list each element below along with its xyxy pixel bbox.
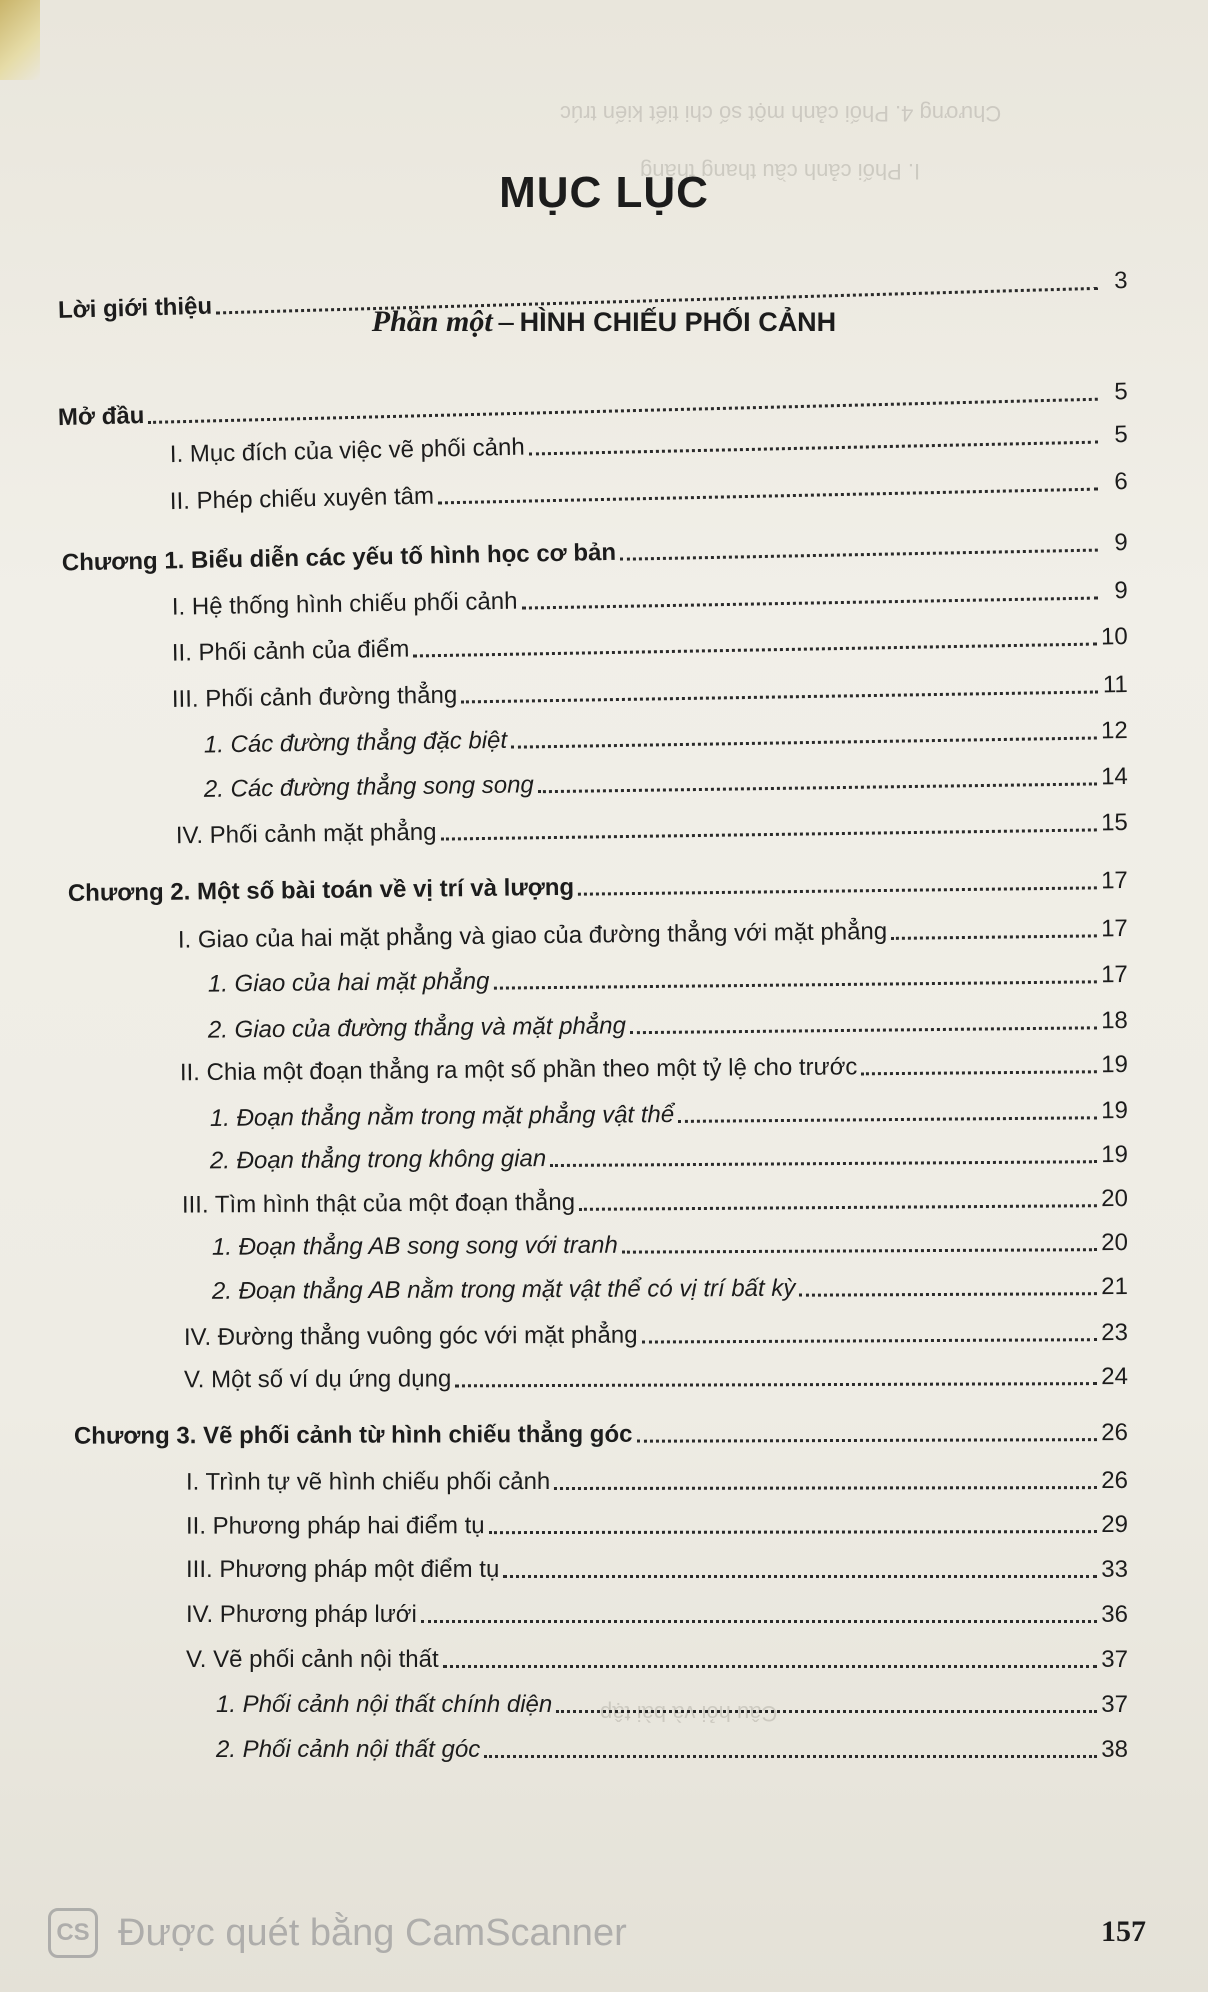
toc-entry [172, 622, 1128, 669]
toc-entry [216, 1690, 1128, 1720]
toc-entry [184, 1362, 1128, 1395]
toc-page-number: 26 [1101, 1467, 1128, 1495]
part-dash: – [498, 305, 514, 338]
leader-dots [630, 1025, 1097, 1034]
part-label: Phần một [371, 305, 493, 338]
toc-entry-title: Chương 1. Biểu diễn các yếu tố hình học cơ bản [61, 538, 617, 577]
toc-entry [208, 960, 1128, 1000]
leader-dots [579, 1203, 1097, 1211]
leader-dots [455, 1381, 1097, 1387]
bleed-through-text: Chương 4. Phối cảnh một số chi tiết kiến trúc [560, 101, 1002, 126]
toc-entry-title: 1. Đoạn thẳng AB song song với tranh [211, 1231, 618, 1261]
toc-page-number: 9 [1114, 529, 1128, 557]
toc-entry [204, 716, 1128, 761]
toc-entry [186, 1510, 1128, 1542]
leader-dots [421, 1619, 1097, 1623]
toc-entry [74, 1418, 1128, 1452]
toc-entry-title: I. Giao của hai mặt phẳng và giao của đường thẳng với mặt phẳng [177, 917, 888, 954]
toc-entry [184, 1318, 1128, 1353]
toc-page-number: 11 [1102, 671, 1128, 699]
toc-entry-title: I. Trình tự vẽ hình chiếu phối cảnh [185, 1468, 551, 1496]
leader-dots [441, 827, 1098, 840]
toc-page-number: 38 [1101, 1736, 1128, 1763]
toc-entry-title: IV. Phối cảnh mặt phẳng [175, 818, 437, 850]
toc-page-number: 24 [1101, 1363, 1128, 1391]
toc-entry [186, 1555, 1128, 1585]
leader-dots [554, 1485, 1097, 1490]
toc-entry [186, 1645, 1128, 1675]
toc-entry-title: Lời giới thiệu [57, 292, 213, 324]
toc-entry-title: II. Phép chiếu xuyên tâm [169, 482, 435, 516]
part-title: HÌNH CHIẾU PHỐI CẢNH [519, 307, 837, 337]
toc-entry-title: 2. Các đường thẳng song song [203, 771, 534, 803]
leader-dots [622, 1247, 1097, 1253]
toc-entry-title: 1. Phối cảnh nội thất chính diện [216, 1691, 553, 1718]
toc-page-number: 19 [1101, 1051, 1128, 1079]
toc-page-number: 17 [1100, 867, 1128, 895]
leader-dots [678, 1115, 1097, 1123]
leader-dots [642, 1337, 1098, 1343]
leader-dots [438, 487, 1098, 505]
toc-entry-title: 1. Các đường thẳng đặc biệt [203, 726, 508, 759]
toc-page-number: 20 [1101, 1229, 1128, 1257]
toc-entry [172, 670, 1128, 715]
toc-entry [212, 1272, 1128, 1307]
watermark-text: Được quét bằng CamScanner [118, 1911, 627, 1954]
toc-entry-title: 1. Giao của hai mặt phẳng [207, 967, 490, 998]
toc-entry [182, 1184, 1128, 1221]
toc-page-number: 15 [1100, 809, 1128, 837]
toc-entry-title: 2. Đoạn thẳng trong không gian [209, 1145, 547, 1175]
toc-entry-title: V. Một số ví dụ ứng dụng [183, 1365, 452, 1394]
toc-entry-title: II. Phối cảnh của điểm [171, 635, 410, 667]
toc-page-number: 17 [1100, 915, 1128, 943]
camscanner-logo: CS [48, 1908, 98, 1958]
toc-entry [216, 1735, 1128, 1765]
toc-entry [176, 808, 1128, 851]
toc-entry-title: Chương 2. Một số bài toán về vị trí và lượng [67, 873, 575, 907]
toc-page-number: 26 [1101, 1419, 1128, 1447]
toc-page-number: 29 [1101, 1511, 1128, 1539]
toc-entry [210, 1140, 1128, 1176]
toc-page-number: 36 [1101, 1601, 1128, 1628]
leader-dots [891, 933, 1097, 940]
leader-dots [550, 1159, 1097, 1167]
toc-entry [178, 914, 1128, 956]
toc-entry [170, 420, 1128, 470]
toc-entry [62, 528, 1128, 578]
leader-dots [529, 440, 1098, 456]
toc-page-number: 18 [1100, 1007, 1128, 1035]
toc-entry [58, 266, 1128, 326]
toc-page-number: 37 [1101, 1646, 1128, 1673]
toc-page-number: 23 [1101, 1319, 1128, 1347]
toc-page-number: 20 [1101, 1185, 1128, 1213]
page-number: 157 [1101, 1915, 1146, 1948]
leader-dots [511, 735, 1097, 748]
toc-entry [212, 1228, 1128, 1263]
leader-dots [413, 642, 1097, 658]
toc-entry-title: I. Hệ thống hình chiếu phối cảnh [171, 587, 518, 621]
toc-entry [208, 1006, 1128, 1046]
toc-entry-title: II. Chia một đoạn thẳng ra một số phần theo một tỷ lệ cho trước [179, 1053, 858, 1087]
toc-entry [210, 1096, 1128, 1134]
toc-page-number: 21 [1101, 1273, 1128, 1301]
leader-dots [578, 885, 1097, 895]
leader-dots [556, 1709, 1097, 1713]
toc-entry-title: Mở đầu [57, 402, 145, 432]
leader-dots [521, 596, 1097, 610]
leader-dots [636, 1437, 1097, 1443]
leader-dots [799, 1291, 1097, 1297]
toc-entry [172, 576, 1128, 623]
leader-dots [489, 1529, 1098, 1534]
page-title: MỤC LỤC [499, 168, 709, 217]
leader-dots [443, 1664, 1098, 1668]
toc-entry-title: III. Tìm hình thật của một đoạn thẳng [181, 1188, 576, 1219]
toc-page-number: 5 [1113, 378, 1128, 406]
toc-entry-title: V. Vẽ phối cảnh nội thất [186, 1646, 439, 1673]
toc-page-number: 14 [1100, 763, 1128, 791]
toc-entry-title: II. Phương pháp hai điểm tụ [185, 1512, 485, 1540]
toc-entry-title: IV. Phương pháp lưới [186, 1601, 417, 1628]
leader-dots [503, 1574, 1097, 1578]
toc-entry-title: Chương 3. Vẽ phối cảnh từ hình chiếu thẳng góc [73, 1420, 633, 1450]
leader-dots [461, 689, 1098, 703]
toc-entry [68, 866, 1128, 909]
toc-entry-title: III. Phương pháp một điểm tụ [186, 1556, 500, 1583]
bleed-through-text: I. Phối cảnh cầu thang thẳng [640, 159, 921, 184]
leader-dots [493, 979, 1097, 989]
leader-dots [484, 1754, 1097, 1758]
toc-entry-title: IV. Đường thẳng vuông góc với mặt phẳng [183, 1321, 638, 1351]
leader-dots [620, 548, 1098, 561]
toc-entry-title: 2. Đoạn thẳng AB nằm trong mặt vật thể có vị trí bất kỳ [211, 1274, 796, 1305]
leader-dots [538, 781, 1097, 793]
toc-page-number: 9 [1114, 577, 1128, 605]
toc-entry [186, 1600, 1128, 1630]
toc-entry-title: 1. Đoạn thẳng nằm trong mặt phẳng vật thể [209, 1100, 675, 1133]
toc-page-number: 19 [1101, 1141, 1128, 1169]
toc-entry [204, 762, 1128, 805]
toc-page-number: 3 [1113, 267, 1128, 295]
toc-entry [180, 1050, 1128, 1088]
toc-page-number: 37 [1101, 1691, 1128, 1718]
toc-entry [186, 1466, 1128, 1498]
toc-entry-title: III. Phối cảnh đường thẳng [171, 681, 458, 714]
toc-entry-title: 2. Phối cảnh nội thất góc [216, 1736, 481, 1763]
toc-page-number: 19 [1101, 1097, 1128, 1125]
toc-entry-title: I. Mục đích của việc vẽ phối cảnh [169, 433, 525, 469]
toc-page-number: 12 [1100, 717, 1128, 745]
toc-entry-title: 2. Giao của đường thẳng và mặt phẳng [207, 1012, 627, 1044]
toc-page-number: 10 [1100, 623, 1128, 651]
bleed-through-text: Câu hỏi và bài tập [600, 1701, 778, 1726]
leader-dots [216, 286, 1098, 315]
toc-page-number: 6 [1114, 468, 1128, 496]
toc-page-number: 33 [1101, 1556, 1128, 1583]
toc-entry [170, 467, 1128, 517]
camscanner-watermark [48, 1908, 627, 1958]
leader-dots [861, 1069, 1097, 1075]
toc-page-number: 5 [1114, 421, 1128, 449]
leader-dots [148, 397, 1097, 424]
toc-page-number: 17 [1100, 961, 1128, 989]
